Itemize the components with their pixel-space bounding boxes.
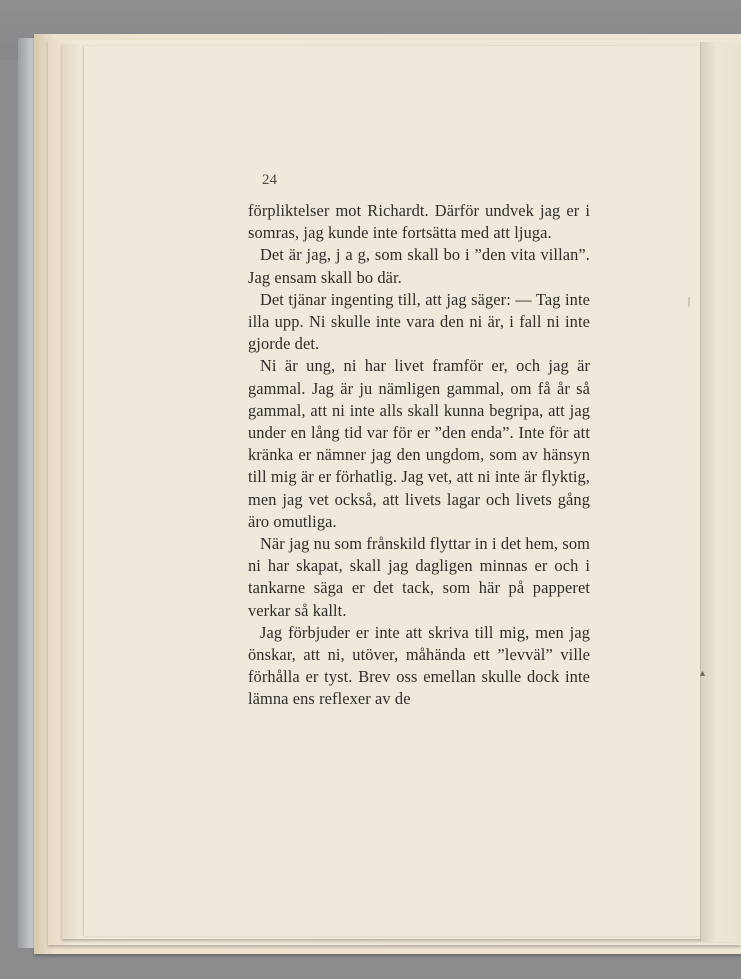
facing-page-edge	[700, 42, 741, 942]
page-number: 24	[262, 172, 277, 188]
paragraph: Det är jag, j a g, som skall bo i ”den vita villan”. Jag ensam skall bo där.	[248, 245, 590, 287]
paragraph: När jag nu som frånskild flyttar in i det hem, som ni har skapat, skall jag dagligen minnas er och i tankarne säga er det tack, som här på papperet verkar så kallt.	[248, 534, 590, 620]
page-edge-mark: ▴	[700, 668, 706, 679]
page-edge-mark: |	[688, 296, 691, 307]
paragraph: Det tjänar ingenting till, att jag säger: — Tag inte illa upp. Ni skulle inte vara den ni är, i fall ni inte gjorde det.	[248, 289, 590, 354]
page-text	[248, 200, 590, 711]
paragraph: Ni är ung, ni har livet framför er, och jag är gammal. Jag är ju nämligen gammal, om få år så gammal, att ni inte alls skall kunna begripa, att jag under en lång tid var för er ”den enda”. Inte för att kränka er nämner jag den ungdom, som av hänsyn till mig är er förhatlig. Jag vet, att ni inte är flyktig, men jag vet också, att livets lagar och livets gång äro omutliga.	[248, 356, 590, 531]
paragraph: Jag förbjuder er inte att skriva till mig, men jag önskar, att ni, utöver, måhända ett ”levväl” ville förhålla er tyst. Brev oss emellan skulle dock inte lämna ens reflexer av de	[248, 622, 590, 709]
paragraph: förpliktelser mot Richardt. Därför undvek jag er i somras, jag kunde inte fortsätta med att ljuga.	[248, 201, 590, 243]
